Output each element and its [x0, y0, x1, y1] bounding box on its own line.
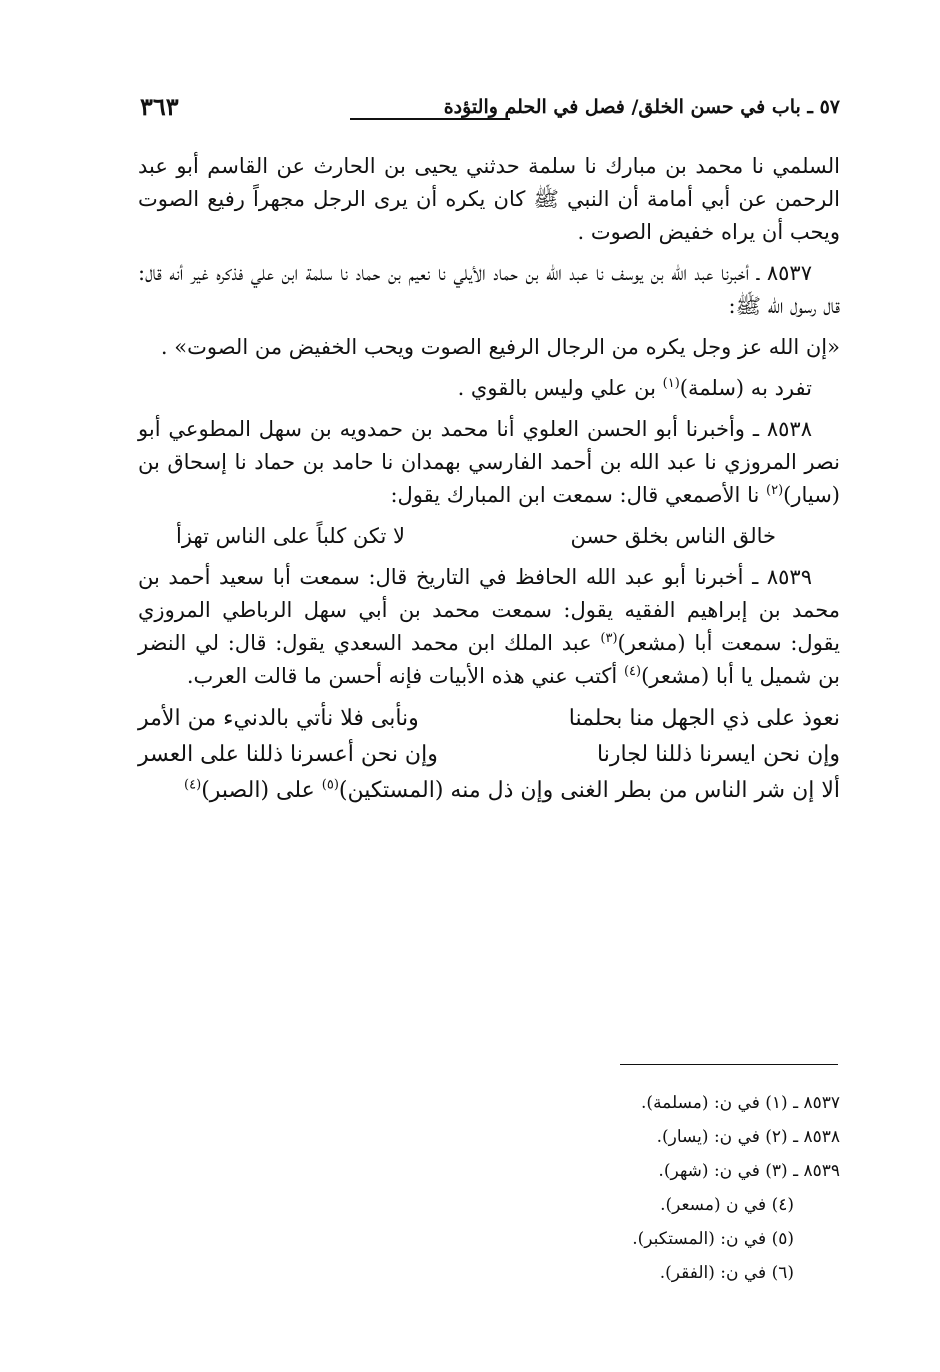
- footnote-6: (٦) في ن: (الفقر).: [659, 1263, 794, 1283]
- running-head: ٥٧ ـ باب في حسن الخلق/ فصل في الحلم والتؤدة: [443, 96, 840, 118]
- text-segment: ٨٥٣٨ ـ وأخبرنا أبو الحسن العلوي أنا محمد بن حمدويه بن سهل المطوعي أبو نصر المروزي نا عبد الله بن أحمد الفارسي بهمدان نا حامد بن حماد نا إسحاق بن (سيار): [138, 417, 840, 507]
- footnotes: [440, 1086, 840, 1290]
- text-segment: عبد الملك ابن محمد السعدي يقول: قال: لي النضر بن شميل يا أبا (مشعر): [138, 631, 840, 688]
- footnote-ref-4: (٤): [623, 664, 642, 679]
- poem: [138, 701, 840, 809]
- footnote-ref-1: (١): [662, 376, 680, 391]
- paragraph-1: السلمي نا محمد بن مبارك نا سلمة حدثني يحيى بن الحارث عن القاسم أبو عبد الرحمن عن أبي أمامة أن النبي ﷺ كان يكره أن يرى الرجل مجهراً رفيع الصوت ويحب أن يراه خفيض الصوت .: [138, 154, 840, 244]
- footnote-rule: [620, 1064, 838, 1065]
- hemistich-second: وإن نحن أعسرنا ذللنا على العسر: [138, 742, 438, 767]
- paragraph-8537: ٨٥٣٧ ـ أخبرنا عبد الله بن يوسف نا عبد الله بن حماد الأيلي نا نعيم بن حماد نا سلمة ابن علي فذكره غير أنه قال: قال رسول الله ﷺ:: [138, 261, 840, 318]
- hemistich-first: وإن نحن ايسرنا ذللنا لجارنا: [597, 742, 840, 767]
- text-segment: أكتب عني هذه الأبيات فإنه أحسن ما قالت العرب.: [186, 664, 624, 688]
- footnote-5: (٥) في ن: (المستكبر).: [632, 1229, 794, 1249]
- verse-line-3: [138, 773, 840, 809]
- footnote-2: ٨٥٣٨ ـ (٢) في ن: (يسار).: [656, 1127, 840, 1147]
- hadith-text: «إن الله عز وجل يكره من الرجال الرفيع الصوت ويحب الخفيض من الصوت» .: [160, 335, 840, 359]
- footnote-3: ٨٥٣٩ ـ (٣) في ن: (شهر).: [658, 1161, 840, 1181]
- text-segment: نا الأصمعي قال: سمعت ابن المبارك يقول:: [390, 483, 766, 507]
- footnote-ref-2: (٢): [766, 483, 784, 498]
- page-number: ٣٦٣: [140, 92, 179, 121]
- hemistich-first: نعوذ على ذي الجهل منا بحلمنا: [568, 706, 840, 731]
- page-header: [140, 92, 840, 136]
- text-segment: ٨٥٣٩ ـ أخبرنا أبو عبد الله الحافظ في التاريخ قال: سمعت أبا سعيد أحمد بن محمد بن إبراهيم الفقيه يقول: سمعت محمد بن أبي سهل الرباطي المروزي يقول: سمعت أبا (مشعر): [138, 565, 841, 655]
- footnote-ref-5: (٥): [321, 777, 339, 793]
- footnote-ref-4b: (٤): [184, 777, 202, 793]
- verse-single: [176, 520, 776, 553]
- paragraph-tafarrad: [138, 372, 840, 405]
- main-text: [138, 150, 840, 809]
- verse-line-2: [138, 737, 840, 773]
- text-segment: ألا إن شر الناس من بطر الغنى وإن ذل منه (المستكين): [338, 778, 840, 803]
- header-rule: [350, 118, 510, 120]
- footnote-ref-3: (٣): [600, 631, 618, 646]
- verse-line-1: [138, 701, 840, 737]
- text-segment: بن علي وليس بالقوي .: [457, 376, 663, 400]
- paragraph-8539: [138, 561, 840, 693]
- verse-line-text: [184, 773, 840, 809]
- hemistich-first: خالق الناس بخلق حسن: [570, 524, 776, 548]
- footnote-1: ٨٥٣٧ ـ (١) في ن: (مسلمة).: [641, 1093, 840, 1113]
- footnote-4: (٤) في ن (مسعر).: [660, 1195, 794, 1215]
- hemistich-second: لا تكن كلباً على الناس تهزأ: [176, 524, 406, 548]
- paragraph-8538: [138, 413, 840, 512]
- hemistich-second: ونأبى فلا نأتي بالدنيء من الأمر: [138, 706, 419, 731]
- text-segment: على (الصبر): [201, 778, 322, 803]
- text-segment: تفرد به (سلمة): [679, 376, 812, 400]
